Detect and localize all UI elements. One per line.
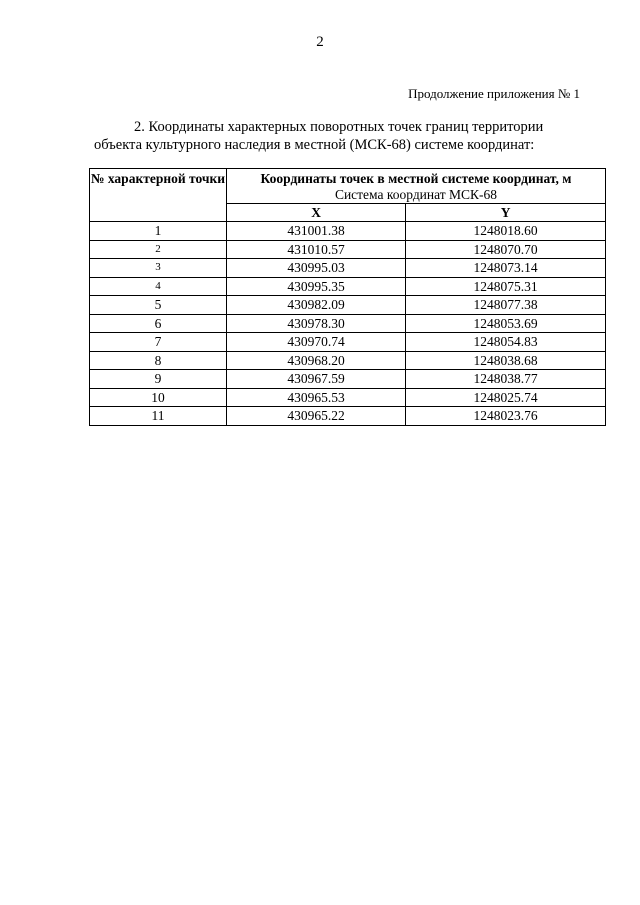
intro-paragraph-line2: объекта культурного наследия в местной (МСК-68) системе координат: <box>94 137 535 153</box>
point-number-cell: 6 <box>90 314 227 333</box>
x-coordinate-cell: 431010.57 <box>227 240 406 259</box>
table-row <box>90 277 606 296</box>
y-coordinate-cell: 1248038.68 <box>406 351 606 370</box>
table-row <box>90 407 606 426</box>
x-coordinate-cell: 430967.59 <box>227 370 406 389</box>
point-number-cell: 11 <box>90 407 227 426</box>
point-number-cell: 7 <box>90 333 227 352</box>
page-number: 2 <box>316 34 324 50</box>
y-coordinate-cell: 1248025.74 <box>406 388 606 407</box>
y-coordinate-cell: 1248073.14 <box>406 259 606 278</box>
table-row <box>90 259 606 278</box>
x-coordinate-cell: 430965.53 <box>227 388 406 407</box>
point-number-cell: 8 <box>90 351 227 370</box>
x-coordinate-cell: 430965.22 <box>227 407 406 426</box>
intro-paragraph <box>94 118 574 154</box>
header-coordinates <box>227 169 606 204</box>
point-number-cell: 1 <box>90 222 227 241</box>
y-coordinate-cell: 1248070.70 <box>406 240 606 259</box>
point-number-cell: 3 <box>90 259 227 278</box>
y-coordinate-cell: 1248075.31 <box>406 277 606 296</box>
table-row <box>90 351 606 370</box>
table-row <box>90 314 606 333</box>
table-row <box>90 296 606 315</box>
point-number-cell: 2 <box>90 240 227 259</box>
point-number-cell: 4 <box>90 277 227 296</box>
x-coordinate-cell: 430995.35 <box>227 277 406 296</box>
coordinates-table <box>89 168 606 426</box>
y-coordinate-cell: 1248038.77 <box>406 370 606 389</box>
point-number-cell: 5 <box>90 296 227 315</box>
x-coordinate-cell: 431001.38 <box>227 222 406 241</box>
table-row <box>90 240 606 259</box>
x-coordinate-cell: 430978.30 <box>227 314 406 333</box>
point-number-cell: 10 <box>90 388 227 407</box>
appendix-note: Продолжение приложения № 1 <box>408 86 580 101</box>
table-row <box>90 333 606 352</box>
x-coordinate-cell: 430982.09 <box>227 296 406 315</box>
intro-paragraph-line1: 2. Координаты характерных поворотных точек границ территории <box>134 119 544 135</box>
table-row <box>90 222 606 241</box>
table-header-row <box>90 169 606 204</box>
header-coordinates-system: Система координат МСК-68 <box>334 187 498 202</box>
header-x: X <box>227 204 406 222</box>
header-y: Y <box>406 204 606 222</box>
header-point-number: № характерной точки <box>90 169 227 222</box>
y-coordinate-cell: 1248018.60 <box>406 222 606 241</box>
table-row <box>90 370 606 389</box>
x-coordinate-cell: 430970.74 <box>227 333 406 352</box>
header-coordinates-title: Координаты точек в местной системе координат, м <box>260 171 572 186</box>
y-coordinate-cell: 1248077.38 <box>406 296 606 315</box>
point-number-cell: 9 <box>90 370 227 389</box>
table-body <box>90 222 606 426</box>
table-row <box>90 388 606 407</box>
y-coordinate-cell: 1248023.76 <box>406 407 606 426</box>
y-coordinate-cell: 1248054.83 <box>406 333 606 352</box>
x-coordinate-cell: 430995.03 <box>227 259 406 278</box>
x-coordinate-cell: 430968.20 <box>227 351 406 370</box>
y-coordinate-cell: 1248053.69 <box>406 314 606 333</box>
